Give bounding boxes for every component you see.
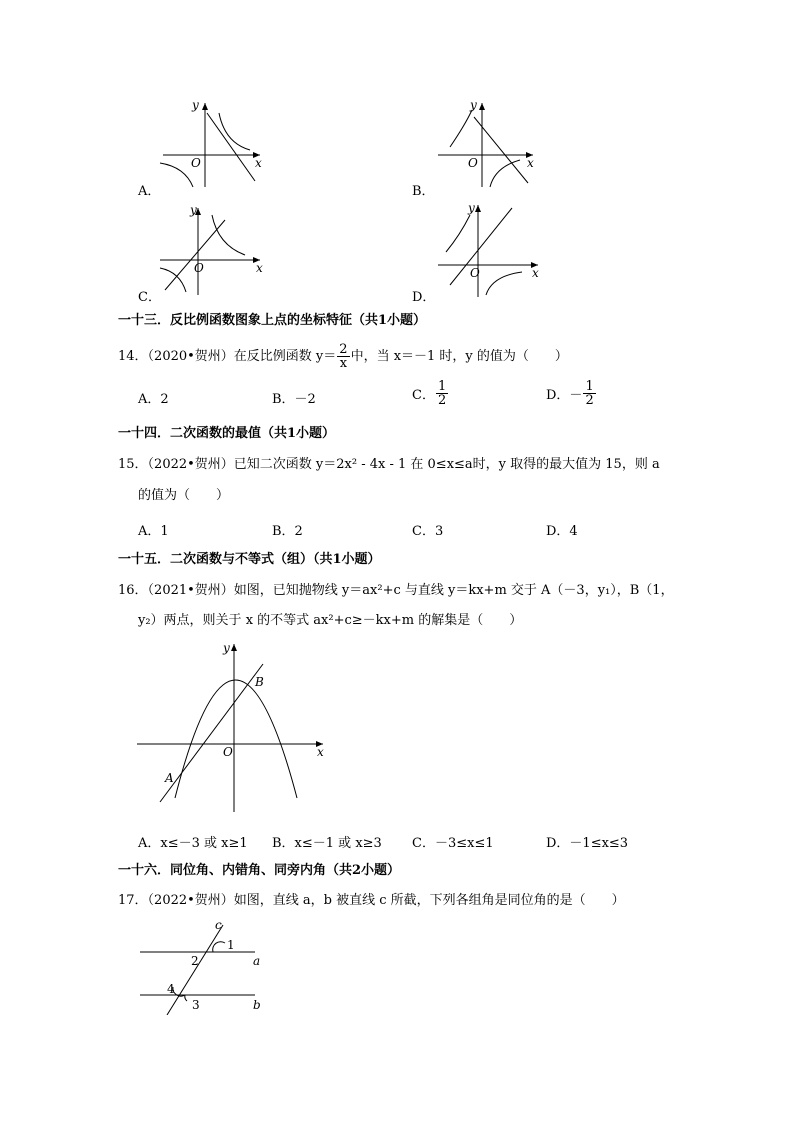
q14-option-d-den: 2 (585, 393, 594, 408)
line-b-label: b (253, 998, 261, 1012)
origin-label: O (194, 261, 204, 275)
y-axis-label: y (223, 641, 230, 655)
q17-line1: 17．（2022•贺州）如图，直线 a，b 被直线 c 所截，下列各组角是同位角的是（ ） (118, 893, 625, 908)
line-a-label: a (253, 954, 261, 968)
graph-b-svg (430, 95, 570, 195)
origin-label: O (223, 745, 233, 759)
option-a-label: A． (138, 184, 161, 199)
option-b-label: B． (412, 184, 435, 199)
q17-figure-svg (135, 915, 275, 1015)
line-c-label: c (215, 918, 222, 932)
q16-line1: 16．（2021•贺州）如图，已知抛物线 y＝ax²+c 与直线 y＝kx+m 交于 A（－3，y₁），B（1， (118, 583, 674, 598)
q14-option-d-num: 1 (585, 379, 594, 394)
q14-suffix: 中，当 x＝－1 时，y 的值为（ ） (350, 349, 568, 364)
q15-line1: 15．（2022•贺州）已知二次函数 y＝2x² - 4x - 1 在 0≤x≤a时，y 取得的最大值为 15，则 a (118, 457, 660, 472)
graph-option-d (430, 200, 570, 300)
q14-frac-num: 2 (339, 342, 348, 357)
angle-2-label: 2 (191, 954, 199, 968)
q14-option-c-label: C． (412, 388, 435, 403)
point-a-label: A (165, 771, 174, 785)
section-heading-13: 一十三．反比例函数图象上点的坐标特征（共1小题） (118, 313, 427, 328)
q14-option-c-num: 1 (437, 379, 447, 394)
y-axis-label: y (190, 203, 197, 217)
q17-figure (135, 915, 275, 1015)
q16-graph (135, 640, 335, 820)
section-heading-16: 一十六．同位角、内错角、同旁内角（共2小题） (118, 863, 401, 878)
x-axis-label: x (255, 156, 262, 170)
q15-option-c: C．3 (412, 524, 444, 539)
q16-option-a: A．x≤－3 或 x≥1 (138, 836, 248, 851)
option-c-label: C． (138, 290, 161, 305)
angle-4-label: 4 (167, 982, 175, 996)
q16-graph-svg (135, 640, 335, 820)
q14-option-d-label: D．－ (546, 388, 583, 403)
q15-option-b: B．2 (272, 524, 303, 539)
q15-option-a: A．1 (138, 524, 169, 539)
q14-option-b: B．－2 (272, 392, 316, 407)
q16-line2: y₂）两点，则关于 x 的不等式 ax²+c≥－kx+m 的解集是（ ） (138, 613, 523, 628)
q15-line2: 的值为（ ） (138, 488, 230, 503)
point-b-label: B (255, 675, 264, 689)
origin-label: O (470, 266, 480, 280)
origin-label: O (191, 156, 201, 170)
x-axis-label: x (317, 745, 324, 759)
q16-option-b: B．x≤－1 或 x≥3 (272, 836, 382, 851)
q14-prefix: 14．（2020•贺州）在反比例函数 y＝ (118, 349, 337, 364)
angle-3-label: 3 (192, 998, 200, 1012)
q14-frac-den: x (339, 356, 348, 371)
graph-option-c (150, 200, 290, 300)
q15-option-d: D．4 (546, 524, 578, 539)
section-heading-15: 一十五．二次函数与不等式（组）（共1小题） (118, 552, 381, 567)
angle-1-label: 1 (227, 938, 235, 952)
q14-option-c (412, 380, 449, 407)
question-14 (118, 343, 568, 370)
q14-option-a: A．2 (138, 392, 169, 407)
y-axis-label: y (192, 98, 199, 112)
graph-option-b (430, 95, 570, 195)
q14-option-c-den: 2 (437, 393, 447, 408)
q14-option-d (546, 380, 597, 407)
y-axis-label: y (468, 201, 475, 215)
q16-option-c: C．－3≤x≤1 (412, 836, 494, 851)
graph-c-svg (150, 200, 290, 300)
q14-fraction (337, 343, 349, 370)
q16-option-d: D．－1≤x≤3 (546, 836, 629, 851)
option-d-label: D． (412, 290, 436, 305)
x-axis-label: x (532, 266, 539, 280)
x-axis-label: x (256, 261, 263, 275)
section-heading-14: 一十四．二次函数的最值（共1小题） (118, 426, 336, 441)
y-axis-label: y (470, 98, 477, 112)
origin-label: O (468, 156, 478, 170)
graph-d-svg (430, 200, 570, 300)
x-axis-label: x (527, 156, 534, 170)
